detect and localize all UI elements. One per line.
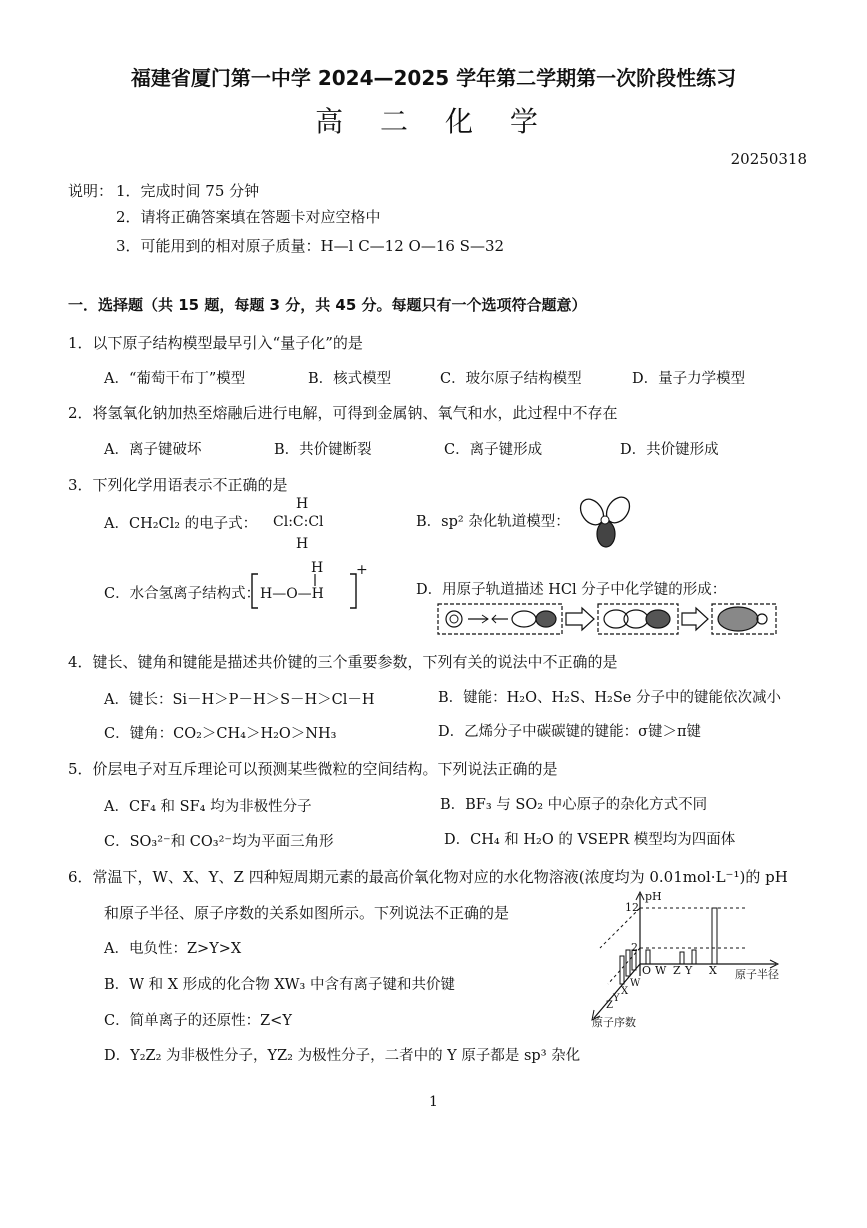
hydronium-h-top: H xyxy=(311,560,324,576)
y-tick-2: 2 xyxy=(631,941,638,954)
hydronium-bracket-icon xyxy=(250,556,360,612)
hydronium-formula: H—O—H xyxy=(260,586,324,602)
formula-center: Cl:C:Cl xyxy=(273,514,324,530)
z-label-x: X xyxy=(621,986,629,997)
y-axis-label: pH xyxy=(645,890,662,903)
option-c: C．水合氢离子结构式： xyxy=(104,586,261,602)
option-c: C．离子键形成 xyxy=(444,442,543,458)
question-stem: 1．以下原子结构模型最早引入“量子化”的是 xyxy=(68,334,363,352)
exam-title: 福建省厦门第一中学 2024—2025 学年第二学期第一次阶段性练习 xyxy=(130,66,737,90)
option-d: D．用原子轨道描述 HCl 分子中化学键的形成： xyxy=(416,582,727,598)
question-stem: 5．价层电子对互斥理论可以预测某些微粒的空间结构。下列说法正确的是 xyxy=(68,760,558,778)
option-a: A．CF₄ 和 SF₄ 均为非极性分子 xyxy=(104,799,312,815)
option-b: B．BF₃ 与 SO₂ 中心原子的杂化方式不同 xyxy=(440,797,708,813)
option-b: B．共价键断裂 xyxy=(274,442,372,458)
question-stem: 6．常温下，W、X、Y、Z 四种短周期元素的最高价氧化物对应的水化物溶液(浓度均为 0.01mol·L⁻¹)的 pH xyxy=(68,868,788,886)
option-b: B．sp² 杂化轨道模型： xyxy=(416,514,570,530)
z-label-w: W xyxy=(630,978,641,989)
option-d: D．共价键形成 xyxy=(620,442,719,458)
option-a: A．离子键破坏 xyxy=(104,442,202,458)
question-stem-continued: 和原子半径、原子序数的关系如图所示。下列说法不正确的是 xyxy=(104,904,510,922)
option-d: D．Y₂Z₂ 为非极性分子，YZ₂ 为极性分子，二者中的 Y 原子都是 sp³ 杂化 xyxy=(104,1048,581,1064)
option-d: D．乙烯分子中碳碳键的键能：σ键＞π键 xyxy=(438,724,702,740)
subject-title: 高 二 化 学 xyxy=(315,105,552,138)
x-label-z: Z xyxy=(673,964,681,977)
formula-h-bottom: H xyxy=(296,536,309,552)
formula-h-top: H xyxy=(296,496,309,512)
x-label-y: Y xyxy=(685,964,693,977)
page-number: 1 xyxy=(429,1094,438,1110)
x-axis-label: 原子半径 xyxy=(735,968,779,981)
option-c: C．SO₃²⁻和 CO₃²⁻均为平面三角形 xyxy=(104,834,334,850)
option-c: C．玻尔原子结构模型 xyxy=(440,371,582,387)
option-a: A．“葡萄干布丁”模型 xyxy=(104,371,246,387)
option-c: C．键角：CO₂＞CH₄＞H₂O＞NH₃ xyxy=(104,726,337,742)
option-a: A．电负性：Z>Y>X xyxy=(104,941,242,957)
question-stem: 2．将氢氧化钠加热至熔融后进行电解，可得到金属钠、氧气和水，此过程中不存在 xyxy=(68,404,618,422)
orbital-overlap-diagram xyxy=(436,600,780,640)
option-b: B．核式模型 xyxy=(308,371,392,387)
section-heading: 一．选择题（共 15 题，每题 3 分，共 45 分。每题只有一个选项符合题意） xyxy=(68,296,587,314)
option-d: D．量子力学模型 xyxy=(632,371,746,387)
y-tick-12: 12 xyxy=(625,901,639,914)
option-a: A．键长：Si－H＞P－H＞S－H＞Cl－H xyxy=(104,692,375,708)
question-stem: 3．下列化学用语表示不正确的是 xyxy=(68,476,288,494)
hydronium-charge: + xyxy=(356,562,368,578)
instruction-item: 3．可能用到的相对原子质量：H—l C—12 O—16 S—32 xyxy=(116,237,505,255)
x-label-x: X xyxy=(709,964,717,977)
option-d: D．CH₄ 和 H₂O 的 VSEPR 模型均为四面体 xyxy=(444,832,736,848)
sp2-orbital-icon xyxy=(572,492,644,552)
option-b: B．W 和 X 形成的化合物 XW₃ 中含有离子键和共价键 xyxy=(104,977,455,993)
x-label-o: O xyxy=(642,964,652,977)
instructions-label: 说明： xyxy=(68,182,114,200)
option-c: C．简单离子的还原性：Z<Y xyxy=(104,1013,292,1029)
instruction-item: 1．完成时间 75 分钟 xyxy=(116,182,260,200)
instruction-item: 2．请将正确答案填在答题卡对应空格中 xyxy=(116,208,381,226)
option-a: A．CH₂Cl₂ 的电子式： xyxy=(104,516,258,532)
z-label-y: Y xyxy=(613,993,620,1004)
z-label-z: Z xyxy=(606,1000,613,1011)
option-b: B．键能：H₂O、H₂S、H₂Se 分子中的键能依次减小 xyxy=(438,690,781,706)
question-stem: 4．键长、键角和键能是描述共价键的三个重要参数，下列有关的说法中不正确的是 xyxy=(68,653,618,671)
z-axis-label: 原子序数 xyxy=(592,1016,636,1029)
date-code: 20250318 xyxy=(730,150,807,168)
x-label-w: W xyxy=(655,964,667,977)
